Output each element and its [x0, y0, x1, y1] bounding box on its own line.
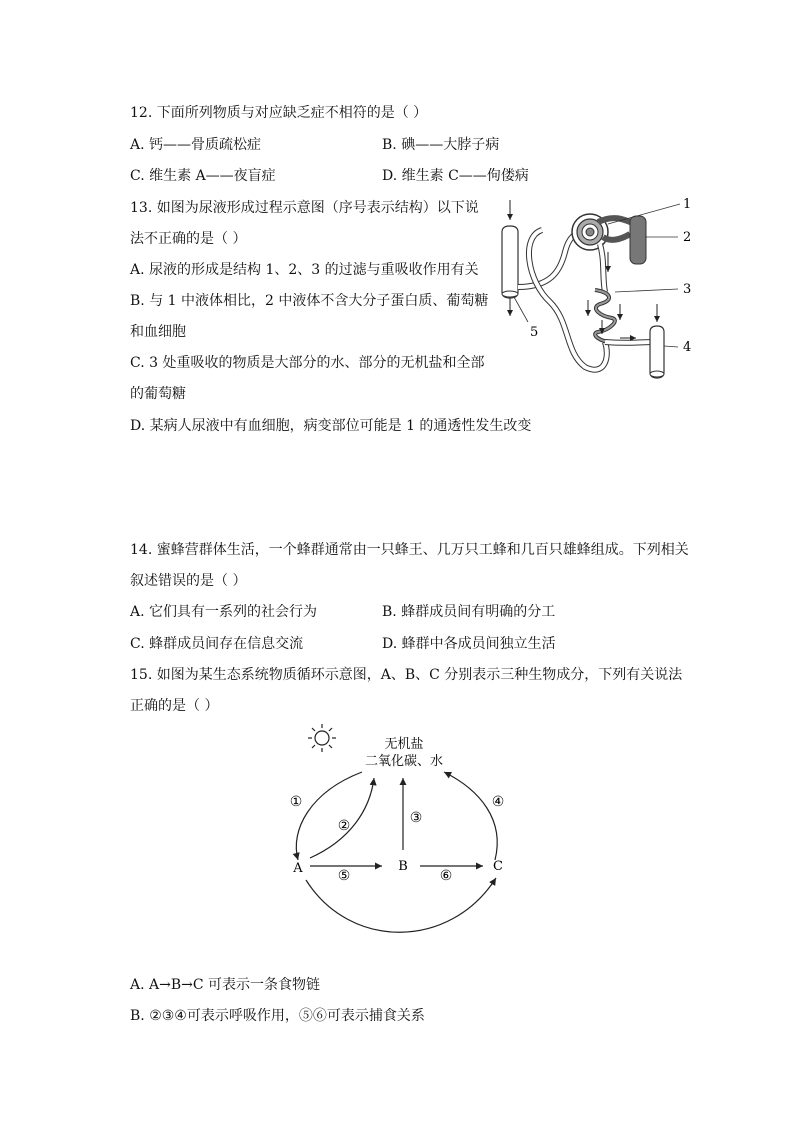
- q14-option-d: D. 蜂群中各成员间独立生活: [382, 636, 556, 652]
- q13-stem-line1: 13. 如图为尿液形成过程示意图（序号表示结构）以下说: [130, 200, 479, 216]
- q13-option-a: A. 尿液的形成是结构 1、2、3 的过滤与重吸收作用有关: [130, 262, 479, 278]
- q12-option-c: C. 维生素 A——夜盲症: [130, 168, 276, 184]
- q15-stem-line2: 正确的是（ ）: [130, 698, 219, 714]
- q14-stem-line1: 14. 蜜蜂营群体生活，一个蜂群通常由一只蜂王、几万只工蜂和几百只雄蜂组成。下列相关: [130, 542, 689, 558]
- sun-icon: [308, 724, 336, 752]
- fig15-arrow-label-2: ②: [337, 818, 351, 834]
- capillary-network: [595, 290, 615, 342]
- q12-option-a: A. 钙——骨质疏松症: [130, 137, 262, 153]
- q15-stem-line1: 15. 如图为某生态系统物质循环示意图，A、B、C 分别表示三种生物成分，下列有关说法: [130, 667, 683, 683]
- ecosystem-cycle-diagram: [270, 720, 530, 950]
- q15-option-a: A. A→B→C 可表示一条食物链: [130, 977, 321, 993]
- q14-option-a: A. 它们具有一系列的社会行为: [130, 604, 318, 620]
- q13-option-b-line1: B. 与 1 中液体相比，2 中液体不含大分子蛋白质、葡萄糖: [130, 293, 489, 309]
- q12-option-d: D. 维生素 C——佝偻病: [382, 168, 529, 184]
- q14-option-c: C. 蜂群成员间存在信息交流: [130, 636, 304, 652]
- renal-tubule-tube: [502, 226, 518, 298]
- fig13-label-2: 2: [683, 230, 692, 245]
- fig13-label-1: 1: [683, 197, 692, 212]
- fig15-arrow-label-1: ①: [289, 794, 303, 810]
- q12-option-b: B. 碘——大脖子病: [382, 137, 500, 153]
- fig15-top-label-line2: 二氧化碳、水: [364, 754, 444, 769]
- fig15-arrow-label-5: ⑤: [337, 868, 351, 884]
- q14-option-b: B. 蜂群成员间有明确的分工: [382, 604, 556, 620]
- q13-option-c-line2: 的葡萄糖: [130, 386, 186, 402]
- q13-option-d: D. 某病人尿液中有血细胞，病变部位可能是 1 的通透性发生改变: [130, 418, 532, 434]
- fig15-node-a: A: [293, 861, 303, 876]
- fig13-label-4: 4: [683, 340, 692, 355]
- right-vessel-tube: [650, 326, 664, 378]
- fig15-node-c: C: [493, 859, 503, 874]
- q14-stem-line2: 叙述错误的是（ ）: [130, 573, 247, 589]
- q15-option-b: B. ②③④可表示呼吸作用，⑤⑥可表示捕食关系: [130, 1008, 425, 1024]
- q13-stem-line2: 法不正确的是（ ）: [130, 231, 247, 247]
- fig15-node-b: B: [398, 859, 408, 874]
- fig15-top-label-line1: 无机盐: [384, 737, 424, 752]
- fig15-arrow-label-4: ④: [491, 794, 505, 810]
- q12-stem: 12. 下面所列物质与对应缺乏症不相符的是（ ）: [130, 105, 428, 121]
- q13-option-b-line2: 和血细胞: [130, 324, 186, 340]
- nephron-diagram: [490, 192, 720, 387]
- fig15-arrow-label-6: ⑥: [439, 868, 453, 884]
- fig13-label-5: 5: [530, 325, 539, 340]
- fig13-label-3: 3: [683, 282, 692, 297]
- fig15-arrow-label-3: ③: [409, 810, 423, 826]
- q13-option-c-line1: C. 3 处重吸收的物质是大部分的水、部分的无机盐和全部: [130, 355, 485, 371]
